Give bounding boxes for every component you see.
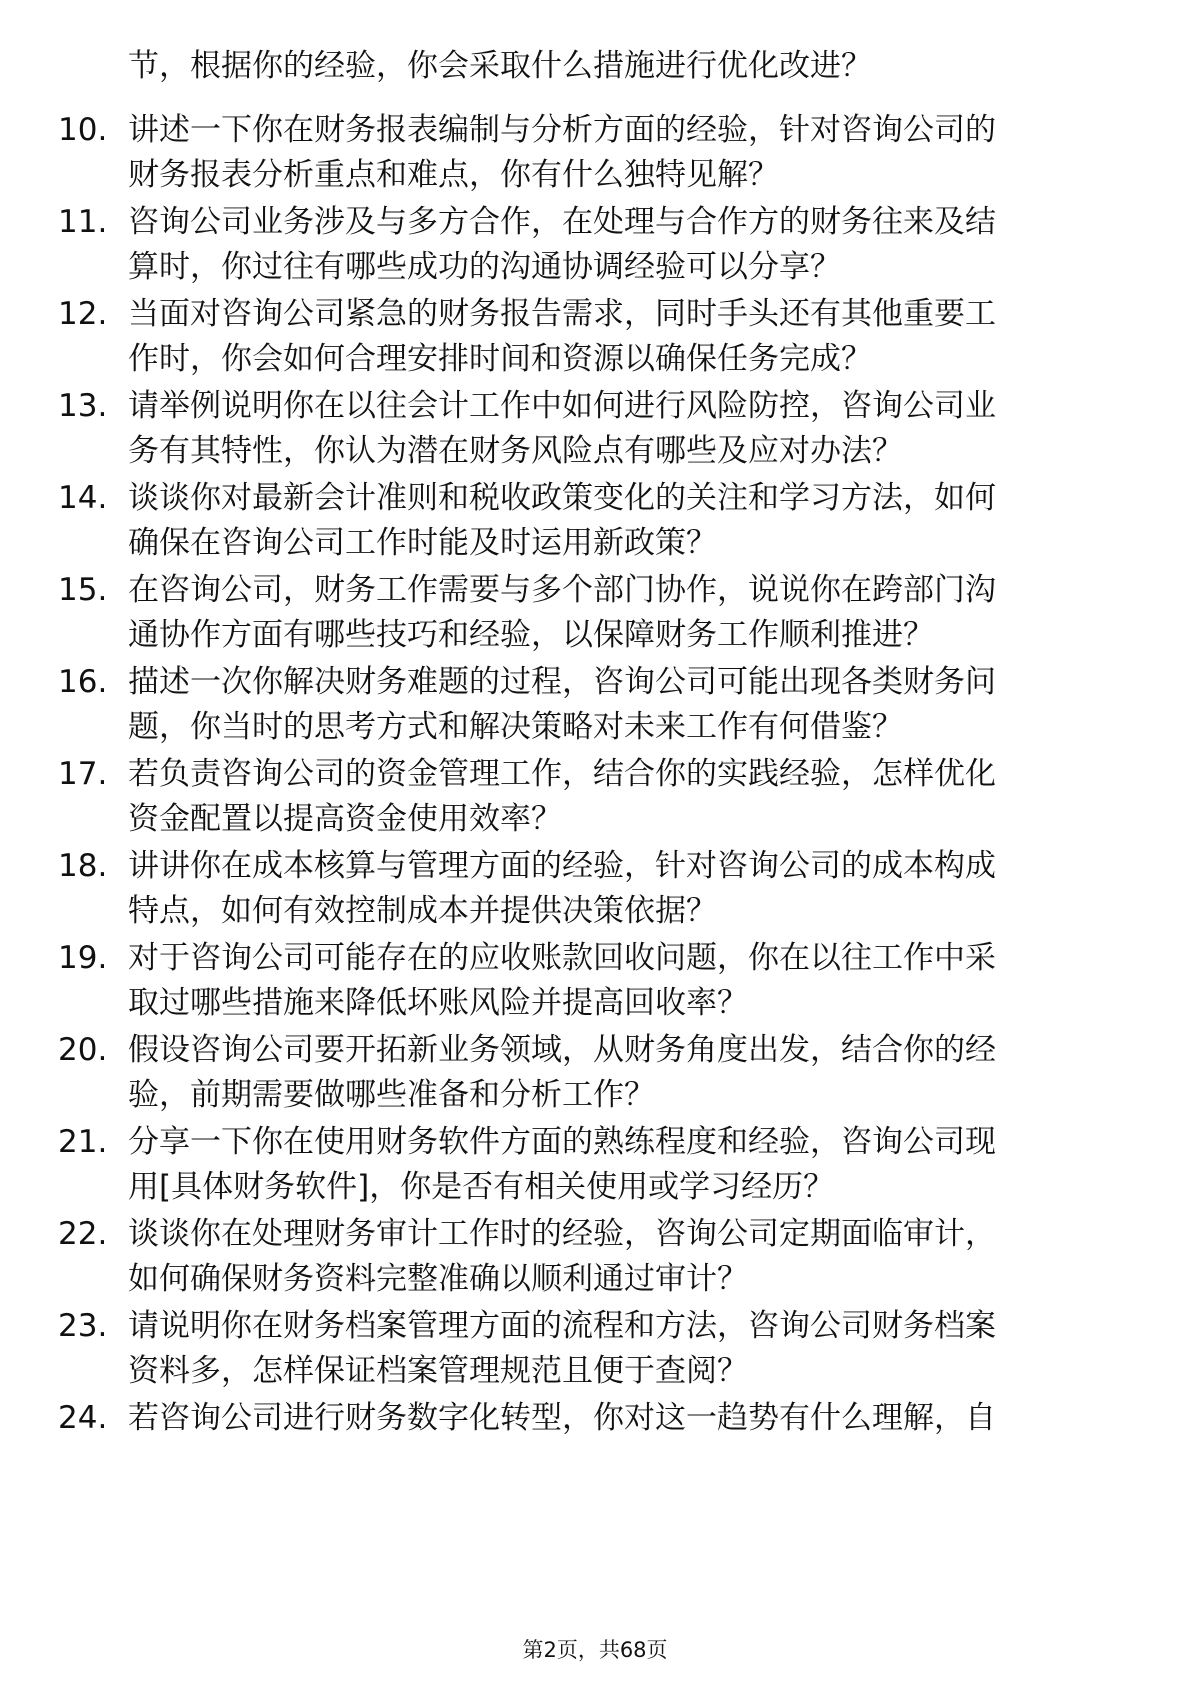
list-item-21	[0, 1122, 1190, 1205]
item-text-line1: 对于咨询公司可能存在的应收账款回收问题，你在以往工作中采	[128, 940, 996, 976]
item-text-line2: 如何确保财务资料完整准确以顺利通过审计？	[128, 1261, 748, 1297]
list-item-12	[0, 294, 1190, 377]
item-text-line1: 讲述一下你在财务报表编制与分析方面的经验，针对咨询公司的	[128, 112, 996, 148]
item-text-line1: 在咨询公司，财务工作需要与多个部门协作，说说你在跨部门沟	[128, 572, 996, 608]
list-item-10	[0, 110, 1190, 193]
item-number: 14.	[58, 480, 108, 516]
item-text-line2: 通协作方面有哪些技巧和经验，以保障财务工作顺利推进？	[128, 617, 934, 653]
item-number: 24.	[58, 1400, 108, 1436]
item-text-line1: 请举例说明你在以往会计工作中如何进行风险防控，咨询公司业	[128, 388, 996, 424]
item-text-line2: 务有其特性，你认为潜在财务风险点有哪些及应对办法？	[128, 433, 903, 469]
item-number: 11.	[58, 204, 108, 240]
item-text-line1: 谈谈你对最新会计准则和税收政策变化的关注和学习方法，如何	[128, 480, 996, 516]
item-text-line2: 资金配置以提高资金使用效率？	[128, 801, 562, 837]
item-text-line1: 咨询公司业务涉及与多方合作，在处理与合作方的财务往来及结	[128, 204, 996, 240]
item-text-line2: 题，你当时的思考方式和解决策略对未来工作有何借鉴？	[128, 709, 903, 745]
item-text-line1: 若咨询公司进行财务数字化转型，你对这一趋势有什么理解，自	[128, 1400, 996, 1436]
item-text-line2: 确保在咨询公司工作时能及时运用新政策？	[128, 525, 717, 561]
item-number: 19.	[58, 940, 108, 976]
page-footer: 第2页，共68页	[522, 1638, 668, 1662]
item-text-line2: 财务报表分析重点和难点，你有什么独特见解？	[128, 157, 779, 193]
item-text-line2: 取过哪些措施来降低坏账风险并提高回收率？	[128, 985, 748, 1021]
list-item-18	[0, 846, 1190, 929]
list-item-15	[0, 570, 1190, 653]
item-number: 16.	[58, 664, 108, 700]
item-text-line1: 谈谈你在处理财务审计工作时的经验，咨询公司定期面临审计，	[128, 1216, 996, 1252]
list-item-11	[0, 202, 1190, 285]
item-number: 17.	[58, 756, 108, 792]
item-number: 13.	[58, 388, 108, 424]
list-item-23	[0, 1306, 1190, 1389]
item-number: 18.	[58, 848, 108, 884]
item-number: 22.	[58, 1216, 108, 1252]
item-text-line2: 算时，你过往有哪些成功的沟通协调经验可以分享？	[128, 249, 841, 285]
item-text-line1: 描述一次你解决财务难题的过程，咨询公司可能出现各类财务问	[128, 664, 996, 700]
item-text-line1: 请说明你在财务档案管理方面的流程和方法，咨询公司财务档案	[128, 1308, 996, 1344]
item-text-line2: 资料多，怎样保证档案管理规范且便于查阅？	[128, 1353, 748, 1389]
carry-over-line: 节，根据你的经验，你会采取什么措施进行优化改进？	[128, 48, 872, 84]
list-item-14	[0, 478, 1190, 561]
item-text-line1: 若负责咨询公司的资金管理工作，结合你的实践经验，怎样优化	[128, 756, 996, 792]
item-text-line1: 当面对咨询公司紧急的财务报告需求，同时手头还有其他重要工	[128, 296, 996, 332]
item-text-line1: 分享一下你在使用财务软件方面的熟练程度和经验，咨询公司现	[128, 1124, 996, 1160]
item-text-line2: 用[具体财务软件]，你是否有相关使用或学习经历？	[128, 1169, 835, 1205]
list-item-19	[0, 938, 1190, 1021]
item-number: 20.	[58, 1032, 108, 1068]
item-text-line2: 特点，如何有效控制成本并提供决策依据？	[128, 893, 717, 929]
item-number: 15.	[58, 572, 108, 608]
list-item-20	[0, 1030, 1190, 1113]
list-item-24	[0, 1398, 1190, 1478]
list-item-17	[0, 754, 1190, 837]
item-number: 12.	[58, 296, 108, 332]
list-item-16	[0, 662, 1190, 745]
item-number: 23.	[58, 1308, 108, 1344]
list-item-22	[0, 1214, 1190, 1297]
item-text-line1: 假设咨询公司要开拓新业务领域，从财务角度出发，结合你的经	[128, 1032, 996, 1068]
item-text-line1: 讲讲你在成本核算与管理方面的经验，针对咨询公司的成本构成	[128, 848, 996, 884]
item-number: 10.	[58, 112, 108, 148]
list-item-13	[0, 386, 1190, 469]
item-text-line2: 作时，你会如何合理安排时间和资源以确保任务完成？	[128, 341, 872, 377]
item-number: 21.	[58, 1124, 108, 1160]
item-text-line2: 验，前期需要做哪些准备和分析工作？	[128, 1077, 655, 1113]
